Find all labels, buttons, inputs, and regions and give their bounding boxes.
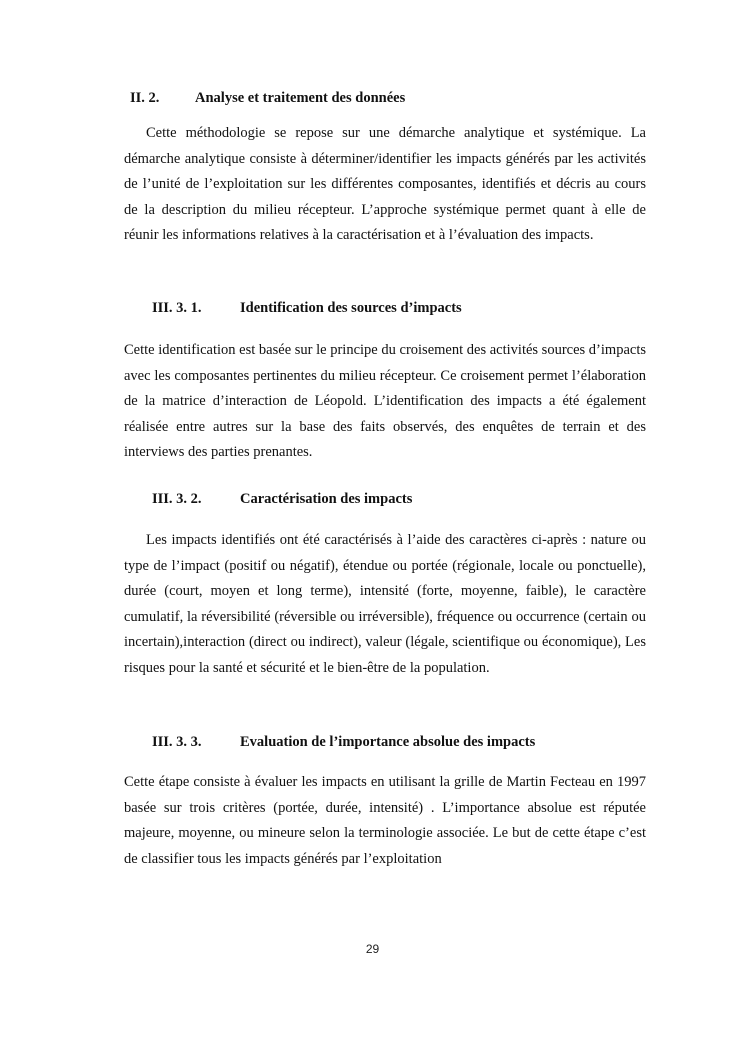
section-title: Evaluation de l’importance absolue des impacts bbox=[240, 734, 536, 750]
section-heading-iii-3-1 bbox=[152, 299, 462, 317]
section-paragraph: Cette étape consiste à évaluer les impacts en utilisant la grille de Martin Fecteau en 1997 basée sur trois critères (portée, durée, intensité) . L’importance absolue est réputée majeure, moyenne, ou mineure selon la terminologie associée. Le but de cette étape c’est de classifier tous les impacts générés par l’exploitation bbox=[124, 774, 646, 867]
section-title: Caractérisation des impacts bbox=[240, 491, 413, 507]
section-title: Analyse et traitement des données bbox=[195, 90, 406, 106]
section-number: III. 3. 2. bbox=[152, 491, 202, 507]
section-paragraph: Cette identification est basée sur le principe du croisement des activités sources d’impacts avec les composantes pertinentes du milieu récepteur. Ce croisement permet l’élaboration de la matrice d’interaction de Léopold. L’identification des impacts a été également réalisée entre autres sur la base des faits observés, des enquêtes de terrain et des interviews des parties prenantes. bbox=[124, 342, 646, 460]
section-number: III. 3. 1. bbox=[152, 300, 202, 316]
section-title: Identification des sources d’impacts bbox=[240, 300, 462, 316]
section-paragraph: Cette méthodologie se repose sur une démarche analytique et systémique. La démarche analytique consiste à déterminer/identifier les impacts générés par les activités de l’unité de l’exploitation sur les différentes composantes, identifiés et décris au cours de la description du milieu récepteur. L’approche systémique permet quant à elle de réunir les informations relatives à la caractérisation et à l’évaluation des impacts. bbox=[124, 125, 646, 243]
section-heading-iii-3-3 bbox=[152, 733, 536, 751]
section-heading-ii-2 bbox=[130, 89, 406, 107]
section-number: II. 2. bbox=[130, 90, 160, 106]
page-number: 29 bbox=[365, 942, 380, 956]
section-paragraph: Les impacts identifiés ont été caractérisés à l’aide des caractères ci-après : nature ou type de l’impact (positif ou négatif), étendue ou portée (régionale, locale ou ponctuelle), durée (court, moyen et long terme), intensité (forte, moyenne, faible), le caractère cumulatif, la réversibilité (réversible ou irréversible), fréquence ou occurrence (certain ou incertain),interaction (direct ou indirect), valeur (légale, scientifique ou économique), Les risques pour la santé et sécurité et le bien-être de la population. bbox=[124, 532, 646, 676]
section-heading-iii-3-2 bbox=[152, 490, 413, 508]
section-number: III. 3. 3. bbox=[152, 734, 202, 750]
